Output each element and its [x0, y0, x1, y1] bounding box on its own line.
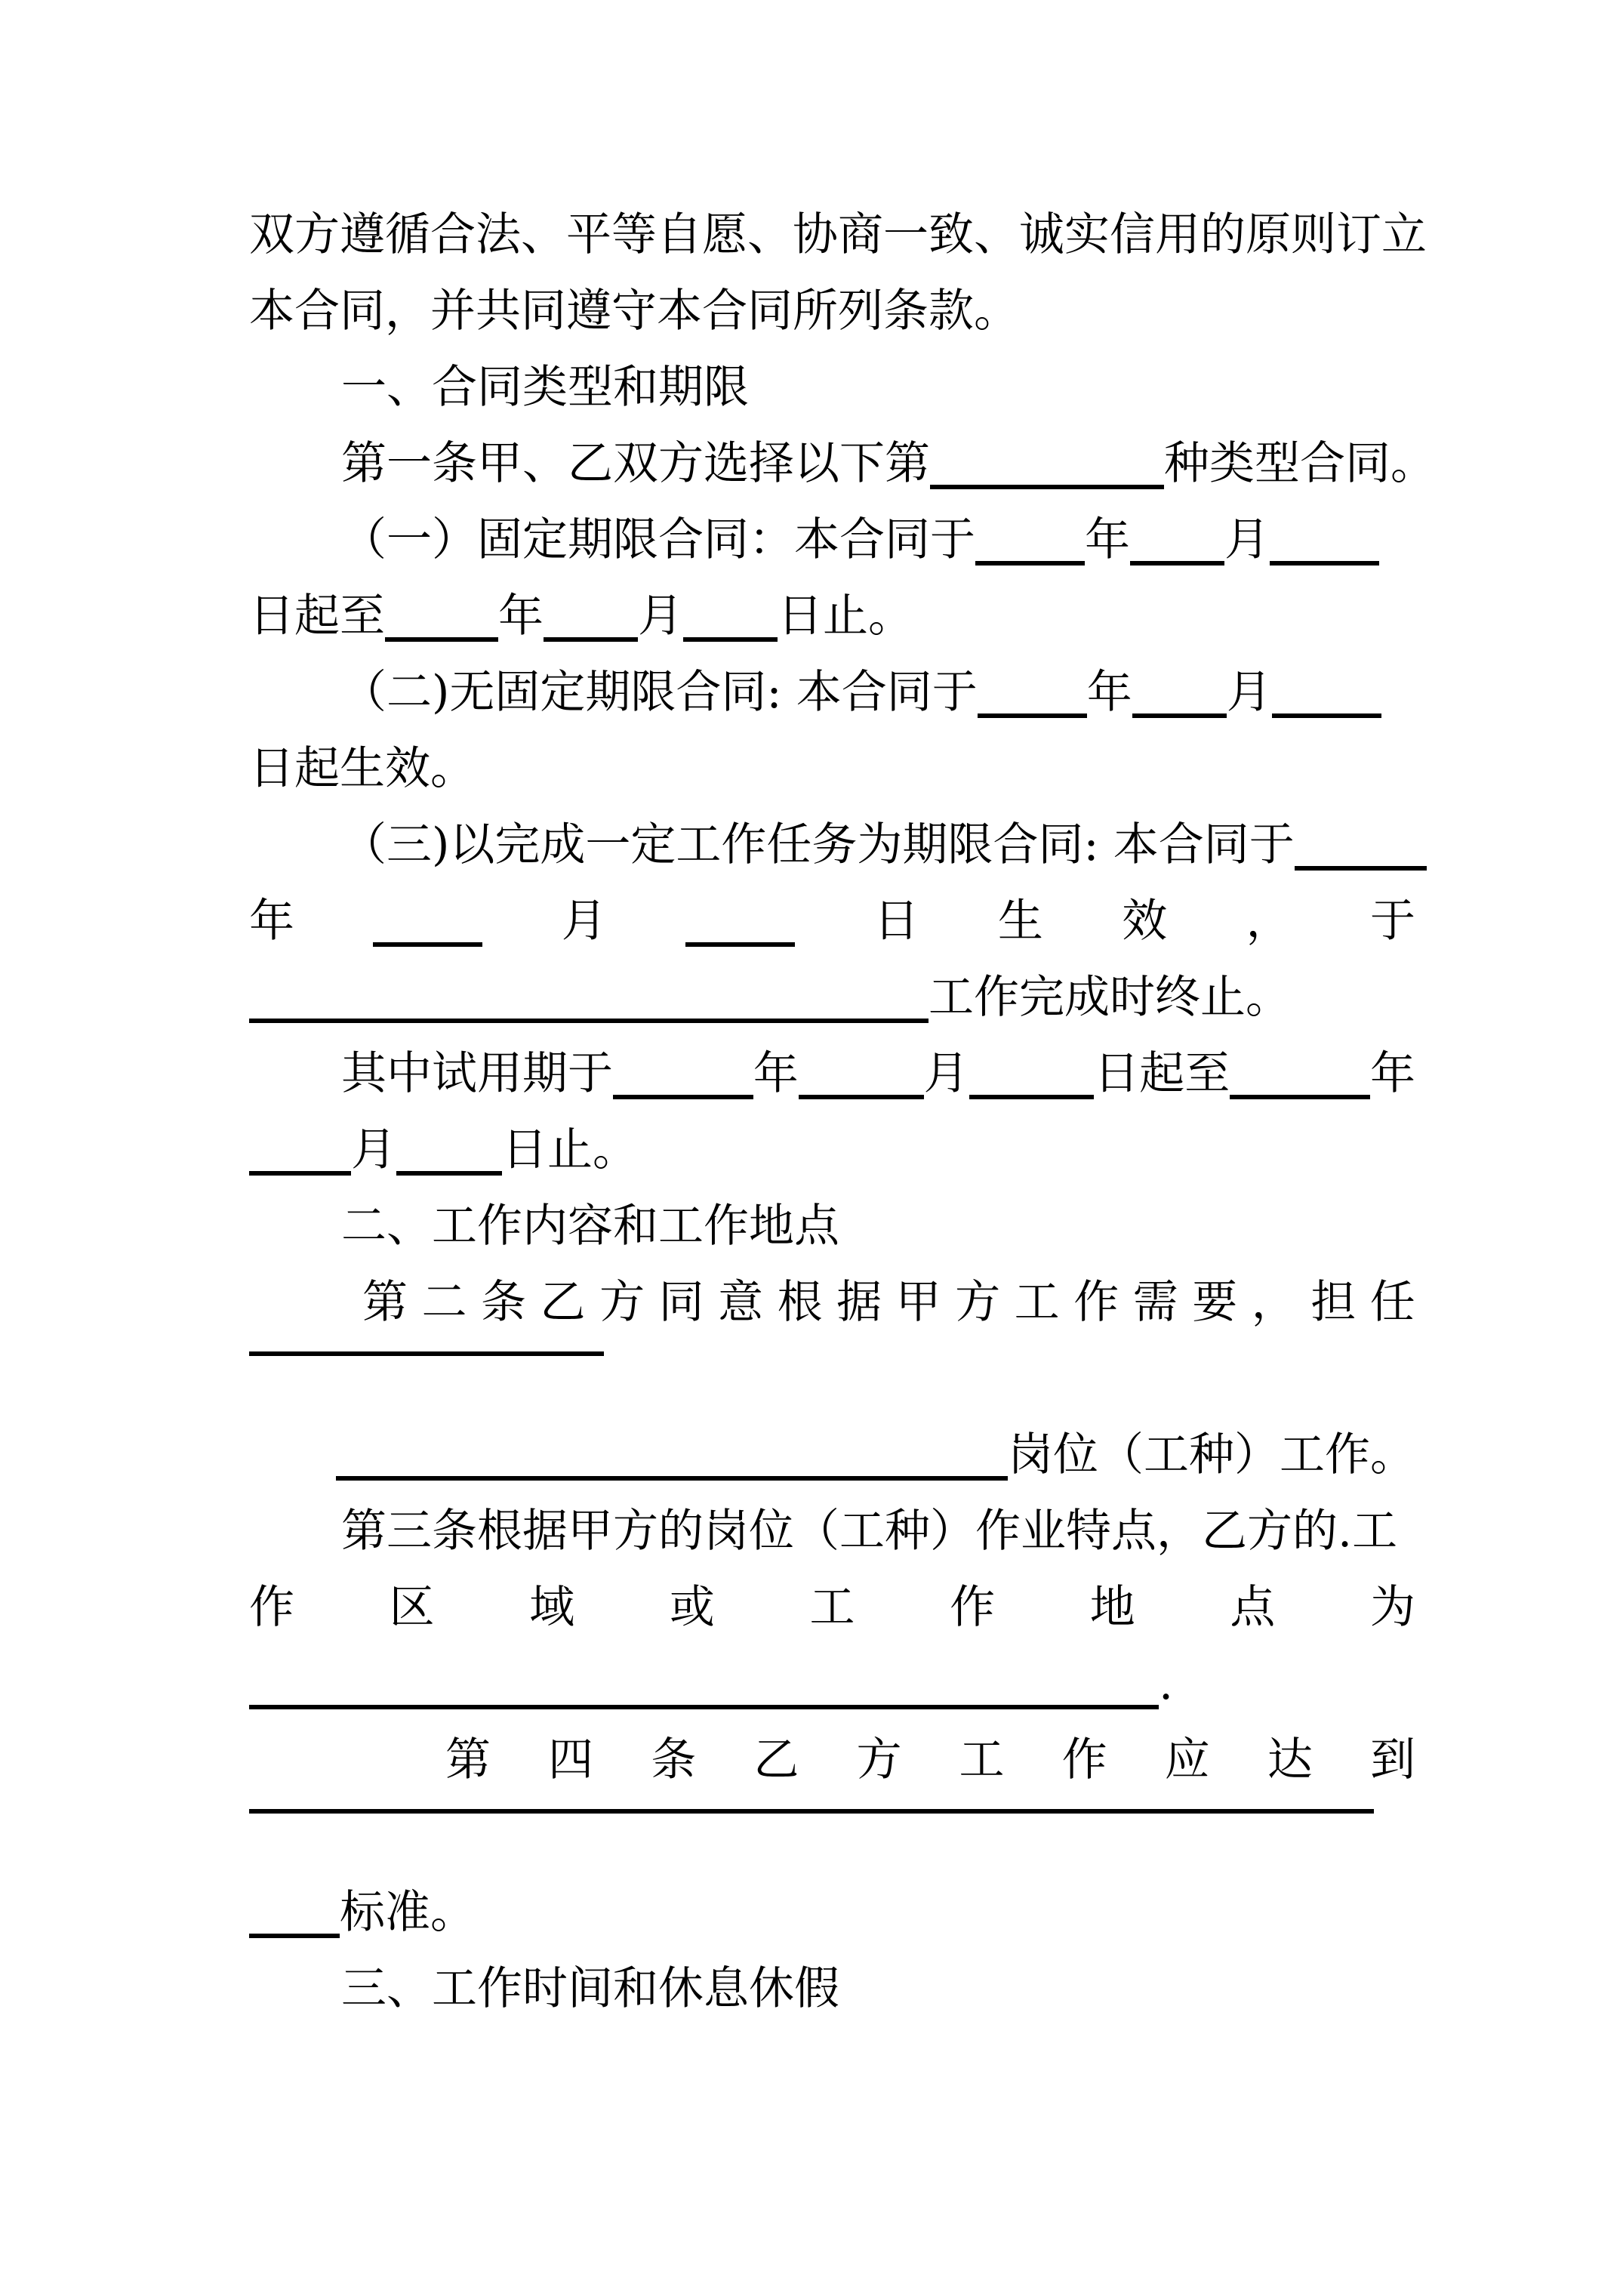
text-char: 乙 [540, 1276, 586, 1329]
document-line [249, 426, 1436, 502]
text-run: 种类型合同。 [1164, 437, 1436, 490]
text-char: 据 [836, 1276, 882, 1329]
text-run: 日 [873, 895, 919, 948]
text-run: 效 [1122, 895, 1168, 948]
text-run: 月 [351, 1123, 396, 1176]
document-line [249, 807, 1415, 883]
fill-in-blank [249, 1019, 929, 1023]
text-run: 双方遵循合法、平等自愿、协商一致、诚实信用的原则订立 [249, 208, 1427, 261]
text-run: 年 [1086, 666, 1132, 719]
text-char: 工 [959, 1734, 1005, 1786]
text-char: 达 [1267, 1734, 1313, 1786]
fill-in-blank [336, 1476, 1008, 1481]
text-run: 年 [498, 590, 544, 643]
text-char: 作 [1073, 1276, 1119, 1329]
text-run: ， [1246, 895, 1292, 948]
fill-in-blank [683, 637, 778, 642]
fill-in-blank [249, 1171, 351, 1176]
text-char: 要 [1192, 1276, 1238, 1329]
text-run: （一）固定期限合同：本合同于 [341, 513, 975, 566]
fill-in-blank [249, 1705, 1159, 1709]
document-line [249, 1646, 1415, 1722]
fill-in-blank [373, 942, 482, 947]
fill-in-blank [544, 637, 638, 642]
text-run: （三)以完成一定工作任务为期限合同: 本合同于 [341, 818, 1295, 871]
fill-in-blank [978, 713, 1087, 718]
fill-in-blank [685, 942, 795, 947]
fill-in-blank [249, 1351, 604, 1356]
text-run: 日起至 [1094, 1047, 1230, 1100]
text-run: 其中试用期于 [341, 1047, 613, 1100]
text-run: 月 [923, 1047, 969, 1100]
fill-in-blank [1230, 1095, 1370, 1099]
document-line [249, 1341, 1415, 1417]
text-char: 作 [950, 1581, 996, 1634]
document-line [249, 1951, 1415, 2027]
fill-in-blank [1295, 866, 1427, 871]
text-run: 第三条根据甲方的岗位（工种）作业特点，乙方的.工 [341, 1505, 1398, 1558]
fill-in-blank [613, 1095, 753, 1099]
text-char: 区 [389, 1581, 435, 1634]
document-body [249, 197, 1436, 2027]
document-line [249, 883, 1415, 960]
text-char: 担 [1310, 1276, 1357, 1329]
text-run: 本合同，并共同遵守本合同所列条款。 [249, 285, 1019, 337]
text-char: 方 [955, 1276, 1001, 1329]
fill-in-blank [249, 1809, 1374, 1814]
document-line [249, 1798, 1415, 1875]
fill-in-blank [1272, 713, 1381, 718]
text-char: 作 [249, 1581, 294, 1634]
text-run: 岗位（工种）工作。 [1008, 1428, 1415, 1481]
document-line [249, 1112, 1415, 1188]
document-line [249, 350, 1415, 426]
text-run: 年 [249, 895, 294, 948]
text-char: 地 [1089, 1581, 1135, 1634]
text-run: 二、工作内容和工作地点 [341, 1200, 839, 1253]
document-line [249, 655, 1415, 731]
text-char: 条 [651, 1734, 697, 1786]
document-line [249, 960, 1415, 1036]
text-run: 月 [1226, 666, 1272, 719]
text-char: 二 [421, 1276, 467, 1329]
text-char: 域 [529, 1581, 575, 1634]
text-char: 或 [669, 1581, 715, 1634]
fill-in-blank [1270, 561, 1379, 566]
document-line [249, 1417, 1415, 1493]
text-char: 需 [1132, 1276, 1178, 1329]
fill-in-blank [975, 561, 1085, 566]
fill-in-blank [799, 1095, 924, 1099]
fill-in-blank [930, 485, 1164, 489]
text-char: 条 [481, 1276, 527, 1329]
text-run: 日止。 [502, 1123, 638, 1176]
fill-in-blank [249, 1934, 340, 1938]
text-run: 工作完成时终止。 [929, 971, 1291, 1024]
text-char: 第 [445, 1734, 491, 1786]
text-char: 作 [1061, 1734, 1107, 1786]
text-char: 根 [777, 1276, 823, 1329]
document-line [249, 1036, 1415, 1112]
text-char: 为 [1370, 1581, 1415, 1634]
text-char: 方 [856, 1734, 902, 1786]
text-char: 乙 [753, 1734, 799, 1786]
fill-in-blank [385, 637, 498, 642]
document-line [249, 1722, 1415, 1798]
document-line [249, 197, 1427, 273]
text-run: 一、合同类型和期限 [341, 361, 749, 414]
text-char: 到 [1369, 1734, 1415, 1786]
text-char: 第 [362, 1276, 408, 1329]
document-line [249, 273, 1415, 350]
document-line [249, 1265, 1415, 1341]
text-run: 于 [1370, 895, 1415, 948]
text-run: 生 [997, 895, 1043, 948]
text-char: 点 [1230, 1581, 1276, 1634]
fill-in-blank [969, 1095, 1095, 1099]
text-run: 日止。 [778, 590, 913, 643]
document-line [249, 1188, 1415, 1265]
document-line [249, 1570, 1415, 1646]
document-line [249, 578, 1415, 655]
text-run: 月 [638, 590, 683, 643]
text-char: 方 [599, 1276, 645, 1329]
text-char: 同 [658, 1276, 704, 1329]
document-line [249, 1493, 1415, 1570]
fill-in-blank [396, 1171, 502, 1176]
fill-in-blank [1132, 713, 1227, 718]
text-run: 日起至 [249, 590, 385, 643]
text-run: 第一条甲、乙双方选择以下第 [341, 437, 930, 490]
text-char: 任 [1369, 1276, 1415, 1329]
text-run: 年 [753, 1047, 799, 1100]
text-char: 意 [718, 1276, 764, 1329]
text-run: . [1159, 1657, 1174, 1710]
text-run: 月 [561, 895, 607, 948]
text-run: 月 [1224, 513, 1270, 566]
text-run: 年 [1370, 1047, 1415, 1100]
text-char: 四 [548, 1734, 594, 1786]
text-run: （二)无固定期限合同: 本合同于 [341, 666, 978, 719]
fill-in-blank [1130, 561, 1224, 566]
text-run: 三、工作时间和休息休假 [341, 1962, 839, 2015]
text-run: 日起生效。 [249, 742, 476, 795]
text-run: 年 [1085, 513, 1130, 566]
text-char: 工 [1014, 1276, 1060, 1329]
text-char: ， [1251, 1276, 1297, 1329]
text-char: 工 [809, 1581, 855, 1634]
document-line [249, 731, 1415, 807]
text-char: 应 [1164, 1734, 1210, 1786]
document-line [249, 1875, 1415, 1951]
text-char: 甲 [895, 1276, 941, 1329]
document-line [249, 502, 1415, 578]
text-run: 标准。 [340, 1886, 476, 1939]
